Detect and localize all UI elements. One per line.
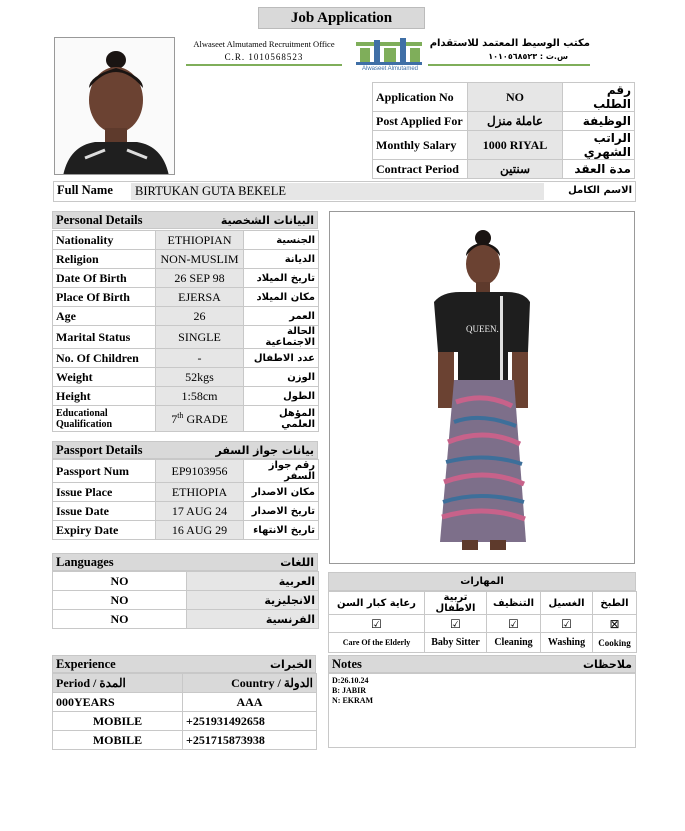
personal-field-label: Weight: [53, 368, 156, 387]
personal-field-label-ar: الجنسية: [244, 231, 319, 250]
languages-title: Languages: [56, 554, 114, 569]
passport-details-title: Passport Details: [56, 442, 143, 457]
skills-title-ar: المهارات: [460, 576, 504, 587]
passport-detail-row: [53, 460, 319, 483]
notes-title: Notes: [332, 656, 362, 671]
personal-detail-row: [53, 288, 319, 307]
shirt-print-text: QUEEN.: [466, 324, 499, 334]
experience-header: [52, 655, 316, 673]
period-label: Period / المدة: [53, 674, 183, 693]
application-info-row: [373, 131, 635, 160]
applicant-full-body-photo: [329, 211, 635, 564]
application-field-value: سنتين: [468, 160, 563, 179]
education-grade-text: GRADE: [183, 411, 228, 426]
application-field-value: عاملة منزل: [468, 112, 563, 131]
personal-field-label: No. Of Children: [53, 349, 156, 368]
passport-field-value: EP9103956: [156, 460, 244, 483]
passport-details-table: [52, 459, 319, 540]
languages-table: [52, 571, 319, 629]
personal-field-value: SINGLE: [156, 326, 244, 349]
skill-label: Washing: [541, 633, 593, 653]
skill-label-ar: الغسيل: [541, 592, 593, 615]
personal-field-value: 52kgs: [156, 368, 244, 387]
language-row: [53, 591, 319, 610]
personal-field-label-ar: عدد الاطفال: [244, 349, 319, 368]
office-cr-ar: س.ت : ١٠١٠٥٦٨٥٢٣: [488, 52, 568, 61]
notes-title-ar: ملاحظات: [583, 657, 632, 671]
education-grade-suffix: th: [177, 410, 184, 420]
application-field-label-ar: الوظيفة: [563, 112, 635, 131]
passport-field-value: ETHIOPIA: [156, 483, 244, 502]
passport-detail-row: [53, 483, 319, 502]
full-name-label: Full Name: [57, 183, 113, 197]
personal-field-label: Height: [53, 387, 156, 406]
personal-field-value: 1:58cm: [156, 387, 244, 406]
personal-field-label: Date Of Birth: [53, 269, 156, 288]
personal-field-value: 26: [156, 307, 244, 326]
passport-detail-row: [53, 502, 319, 521]
skill-label: Care Of the Elderly: [329, 633, 425, 653]
experience-title: Experience: [56, 656, 116, 671]
skill-label-ar: التنظيف: [487, 592, 541, 615]
office-divider-right: [428, 64, 590, 66]
skill-checkbox-icon: ☑: [329, 615, 425, 633]
application-info-row: [373, 83, 635, 112]
applicant-portrait-photo: [54, 37, 175, 175]
passport-field-label: Issue Place: [53, 483, 156, 502]
skill-checkbox-icon: ☑: [541, 615, 593, 633]
mobile-number: +251931492658: [183, 712, 317, 731]
skill-label: Baby Sitter: [425, 633, 487, 653]
application-field-label-ar: مدة العقد: [563, 160, 635, 179]
notes-content: [328, 673, 636, 748]
language-row: [53, 572, 319, 591]
application-field-label: Monthly Salary: [373, 131, 468, 160]
personal-field-value: -: [156, 349, 244, 368]
mobile-label: MOBILE: [53, 712, 183, 731]
personal-field-value: EJERSA: [156, 288, 244, 307]
passport-field-value: 16 AUG 29: [156, 521, 244, 540]
full-name-label-ar: الاسم الكامل: [568, 185, 632, 196]
application-field-label-ar: الراتب الشهري: [563, 131, 635, 160]
office-cr-en: C.R. 1010568523: [224, 52, 304, 62]
passport-field-value: 17 AUG 24: [156, 502, 244, 521]
experience-table: [52, 673, 317, 750]
personal-details-table: [52, 230, 319, 432]
application-info-row: [373, 160, 635, 179]
personal-detail-row: [53, 307, 319, 326]
languages-title-ar: اللغات: [280, 555, 314, 569]
application-info-row: [373, 112, 635, 131]
skill-checkbox-icon: ☑: [487, 615, 541, 633]
personal-field-label-ar: الحالة الاجتماعية: [244, 326, 319, 349]
personal-detail-row: [53, 368, 319, 387]
skill-label: Cleaning: [487, 633, 541, 653]
personal-detail-row: [53, 387, 319, 406]
personal-field-label: Place Of Birth: [53, 288, 156, 307]
personal-detail-row: [53, 349, 319, 368]
application-field-label: Contract Period: [373, 160, 468, 179]
application-field-label: Application No: [373, 83, 468, 112]
skill-checkbox-icon: ⊠: [593, 615, 637, 633]
experience-country: AAA: [183, 693, 317, 712]
language-row: [53, 610, 319, 629]
passport-details-title-ar: بيانات جواز السفر: [215, 443, 314, 457]
language-level: NO: [53, 591, 187, 610]
education-label-ar: المؤهل العلمي: [244, 406, 319, 432]
languages-header: [52, 553, 318, 571]
education-value: [156, 406, 244, 432]
skill-label-ar: رعاية كبار السن: [329, 592, 425, 615]
personal-details-title-ar: البيانات الشخصية: [220, 213, 314, 227]
passport-field-label-ar: تاريخ الاصدار: [244, 502, 319, 521]
language-level: NO: [53, 610, 187, 629]
skill-label-ar: الطبخ: [593, 592, 637, 615]
passport-field-label: Passport Num: [53, 460, 156, 483]
skills-header: [328, 572, 636, 591]
skill-label-ar: تربية الاطفال: [425, 592, 487, 615]
office-divider-left: [186, 64, 342, 66]
mobile-number: +251715873938: [183, 731, 317, 750]
personal-field-label: Nationality: [53, 231, 156, 250]
passport-detail-row: [53, 521, 319, 540]
education-label: Educational Qualification: [53, 406, 156, 432]
experience-title-ar: الخبرات: [270, 657, 312, 671]
language-name-ar: الفرنسية: [187, 610, 319, 629]
personal-field-label: Age: [53, 307, 156, 326]
personal-detail-row: [53, 406, 319, 432]
personal-field-value: ETHIOPIAN: [156, 231, 244, 250]
language-name-ar: العربية: [187, 572, 319, 591]
mobile-label: MOBILE: [53, 731, 183, 750]
skills-table: [328, 591, 637, 653]
language-level: NO: [53, 572, 187, 591]
country-label: Country / الدولة: [183, 674, 317, 693]
application-field-label: Post Applied For: [373, 112, 468, 131]
personal-field-label-ar: الديانة: [244, 250, 319, 269]
skill-label: Cooking: [593, 633, 637, 653]
application-field-label-ar: رقم الطلب: [563, 83, 635, 112]
education-grade-number: 7: [171, 411, 178, 426]
office-name-en: Alwaseet Almutamed Recruitment Office: [193, 39, 335, 49]
passport-field-label: Expiry Date: [53, 521, 156, 540]
passport-field-label-ar: تاريخ الانتهاء: [244, 521, 319, 540]
personal-detail-row: [53, 269, 319, 288]
personal-field-label-ar: العمر: [244, 307, 319, 326]
personal-field-value: 26 SEP 98: [156, 269, 244, 288]
personal-detail-row: [53, 250, 319, 269]
personal-details-title: Personal Details: [56, 212, 143, 227]
skill-checkbox-icon: ☑: [425, 615, 487, 633]
personal-field-label: Religion: [53, 250, 156, 269]
notes-line: D:26.10.24: [332, 676, 369, 685]
application-field-value: 1000 RIYAL: [468, 131, 563, 160]
personal-field-label-ar: الطول: [244, 387, 319, 406]
notes-line: N: EKRAM: [332, 696, 374, 705]
personal-detail-row: [53, 326, 319, 349]
logo-caption: Alwaseet Almutamed: [361, 66, 419, 72]
personal-field-label-ar: الوزن: [244, 368, 319, 387]
personal-details-header: [52, 211, 318, 229]
personal-field-label: Marital Status: [53, 326, 156, 349]
page-title: Job Application: [258, 7, 425, 29]
language-name-ar: الانجليزية: [187, 591, 319, 610]
personal-field-label-ar: مكان الميلاد: [244, 288, 319, 307]
passport-field-label-ar: مكان الاصدار: [244, 483, 319, 502]
application-info-table: [372, 82, 635, 179]
personal-detail-row: [53, 231, 319, 250]
office-name-ar: مكتب الوسيط المعتمد للاستقدام: [429, 38, 590, 49]
personal-field-label-ar: تاريخ الميلاد: [244, 269, 319, 288]
full-name-value: BIRTUKAN GUTA BEKELE: [131, 183, 544, 200]
passport-field-label: Issue Date: [53, 502, 156, 521]
personal-field-value: NON-MUSLIM: [156, 250, 244, 269]
application-field-value: NO: [468, 83, 563, 112]
notes-header: [328, 655, 636, 673]
notes-line: B: JABIR: [332, 686, 367, 695]
passport-field-label-ar: رقم جواز السفر: [244, 460, 319, 483]
passport-details-header: [52, 441, 318, 459]
experience-period: 000YEARS: [53, 693, 183, 712]
